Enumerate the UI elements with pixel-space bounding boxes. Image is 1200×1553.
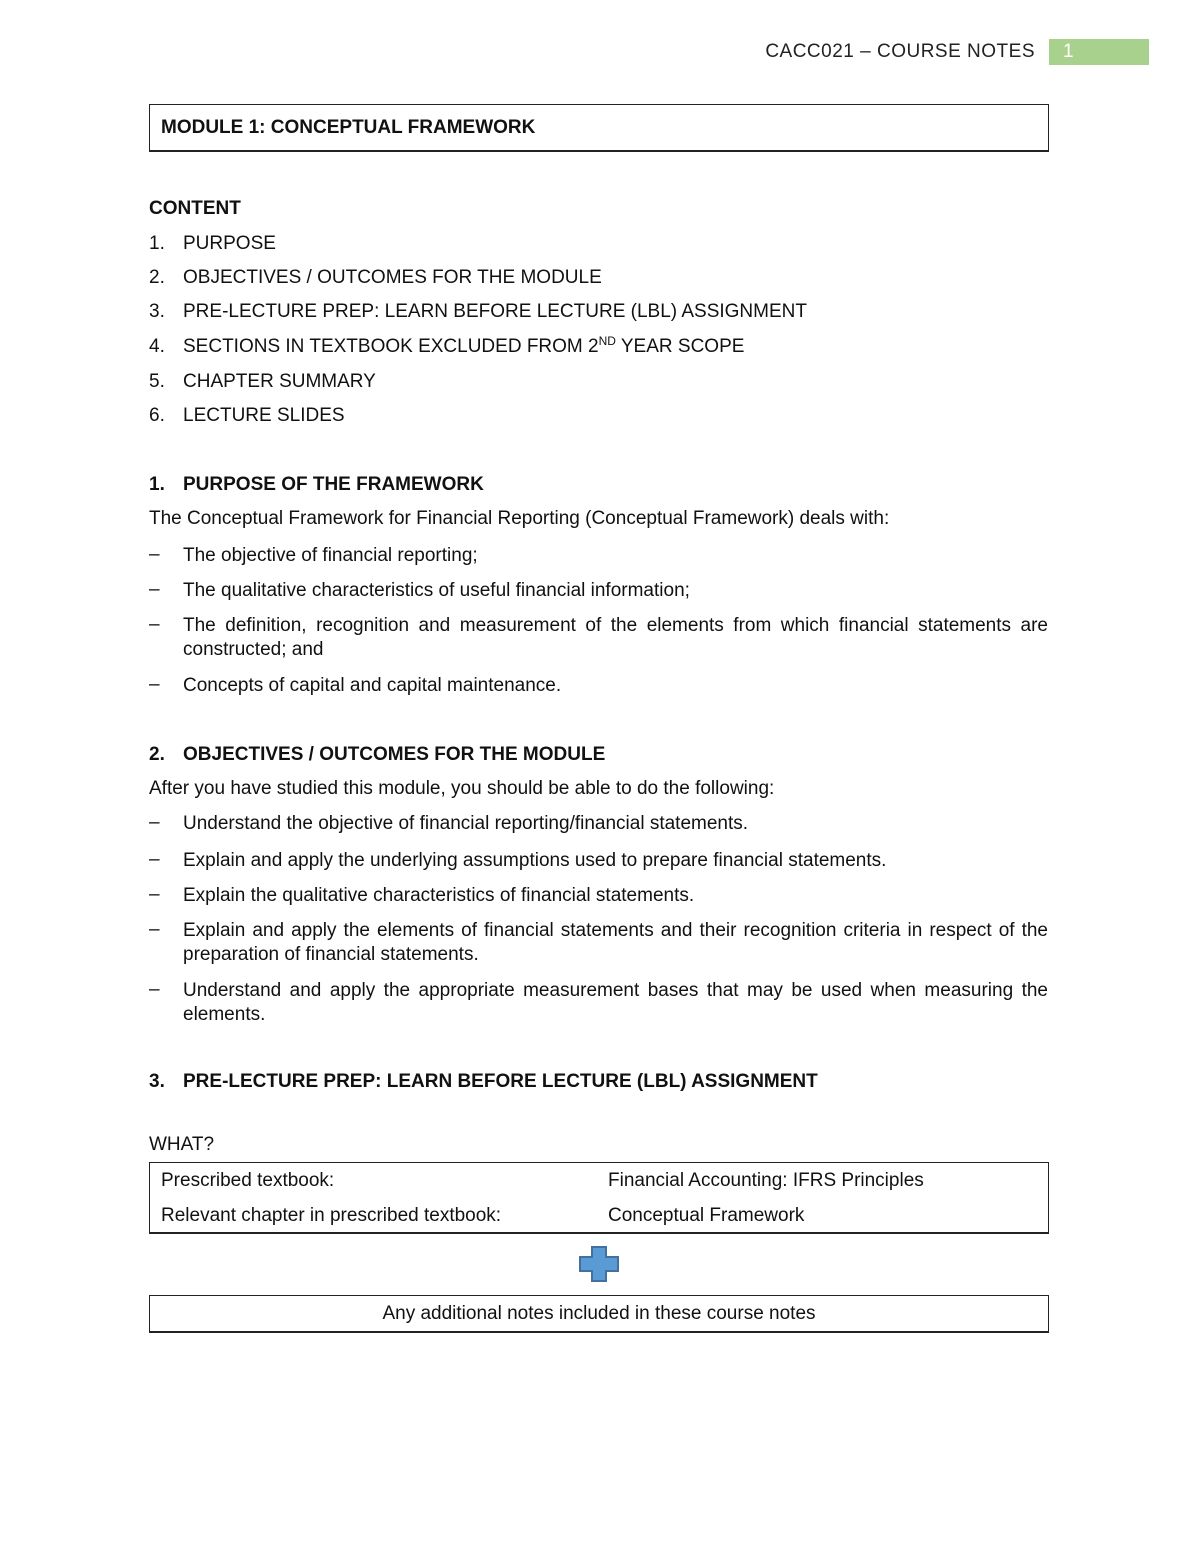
table-row: [161, 1170, 1041, 1194]
section-title: PURPOSE OF THE FRAMEWORK: [183, 474, 484, 495]
page-number: 1: [1049, 39, 1149, 65]
section1-heading: [149, 474, 484, 496]
list-item-text: Concepts of capital and capital maintenance.: [183, 675, 562, 696]
additional-notes-label: Any additional notes included in these course notes: [382, 1302, 816, 1324]
dash-bullet: –: [149, 674, 160, 695]
list-item-text: The definition, recognition and measurement of the elements from which financial statements are constructed; and: [183, 615, 1048, 660]
content-item-number: 2.: [149, 267, 165, 288]
section-number: 1.: [149, 474, 165, 495]
list-item: [149, 884, 1048, 908]
section-number: 2.: [149, 744, 165, 765]
list-item: [149, 979, 1048, 1027]
content-item: [149, 371, 376, 393]
header-title: CACC021 – COURSE NOTES: [765, 41, 1035, 62]
table-value: Financial Accounting: IFRS Principles: [608, 1170, 924, 1191]
list-item-text: Explain and apply the underlying assumptions used to prepare financial statements.: [183, 850, 887, 871]
list-item-text: The qualitative characteristics of useful financial information;: [183, 580, 690, 601]
list-item: [149, 674, 1048, 698]
content-item: [149, 336, 744, 358]
section1-intro: The Conceptual Framework for Financial Reporting (Conceptual Framework) deals with:: [149, 508, 890, 529]
dash-bullet: –: [149, 979, 160, 1000]
content-item-number: 1.: [149, 233, 165, 254]
list-item-text: Understand and apply the appropriate measurement bases that may be used when measuring the elements.: [183, 980, 1048, 1025]
ordinal-suffix: ND: [598, 334, 616, 348]
dash-bullet: –: [149, 812, 160, 833]
list-item-text: The objective of financial reporting;: [183, 545, 478, 566]
table-key: Prescribed textbook:: [161, 1170, 335, 1191]
list-item-text: Explain and apply the elements of financial statements and their recognition criteria in respect of the preparation of financial statements.: [183, 920, 1048, 965]
section2-intro: After you have studied this module, you should be able to do the following:: [149, 778, 775, 799]
textbook-table: [149, 1162, 1049, 1234]
module-title: MODULE 1: CONCEPTUAL FRAMEWORK: [161, 116, 536, 138]
table-row: [161, 1205, 1041, 1229]
section-number: 3.: [149, 1071, 165, 1092]
content-item-number: 6.: [149, 405, 165, 426]
list-item-text: Explain the qualitative characteristics of financial statements.: [183, 885, 695, 906]
content-item-label: PRE-LECTURE PREP: LEARN BEFORE LECTURE (LBL) ASSIGNMENT: [183, 301, 807, 322]
dash-bullet: –: [149, 849, 160, 870]
content-item: [149, 267, 602, 289]
content-item-label: CHAPTER SUMMARY: [183, 371, 376, 392]
dash-bullet: –: [149, 544, 160, 565]
content-item-label: LECTURE SLIDES: [183, 405, 345, 426]
list-item-text: Understand the objective of financial reporting/financial statements.: [183, 813, 749, 834]
content-item-label: SECTIONS IN TEXTBOOK EXCLUDED FROM 2: [183, 336, 599, 357]
dash-bullet: –: [149, 614, 160, 635]
dash-bullet: –: [149, 884, 160, 905]
section2-heading: [149, 744, 605, 766]
content-item-number: 4.: [149, 336, 165, 357]
list-item: [149, 919, 1048, 967]
section-title: PRE-LECTURE PREP: LEARN BEFORE LECTURE (LBL) ASSIGNMENT: [183, 1071, 818, 1092]
content-item-label: OBJECTIVES / OUTCOMES FOR THE MODULE: [183, 267, 602, 288]
table-value: Conceptual Framework: [608, 1205, 805, 1226]
module-title-box: [149, 104, 1049, 152]
list-item: [149, 849, 1048, 873]
content-item-label-end: YEAR SCOPE: [615, 336, 745, 357]
content-item: [149, 233, 276, 255]
plus-icon: [578, 1245, 620, 1283]
content-heading: CONTENT: [149, 198, 241, 219]
additional-notes-box: [149, 1295, 1049, 1333]
dash-bullet: –: [149, 919, 160, 940]
table-key: Relevant chapter in prescribed textbook:: [161, 1205, 502, 1226]
dash-bullet: –: [149, 579, 160, 600]
section3-heading: [149, 1071, 818, 1093]
content-item: [149, 405, 345, 427]
content-item-number: 5.: [149, 371, 165, 392]
section-title: OBJECTIVES / OUTCOMES FOR THE MODULE: [183, 744, 606, 765]
content-item-label: PURPOSE: [183, 233, 276, 254]
content-item-number: 3.: [149, 301, 165, 322]
list-item: [149, 579, 1048, 603]
page-header: [765, 38, 1149, 66]
what-label: WHAT?: [149, 1134, 215, 1155]
content-item: [149, 301, 807, 323]
list-item: [149, 812, 1048, 836]
list-item: [149, 544, 1048, 568]
list-item: [149, 614, 1048, 662]
